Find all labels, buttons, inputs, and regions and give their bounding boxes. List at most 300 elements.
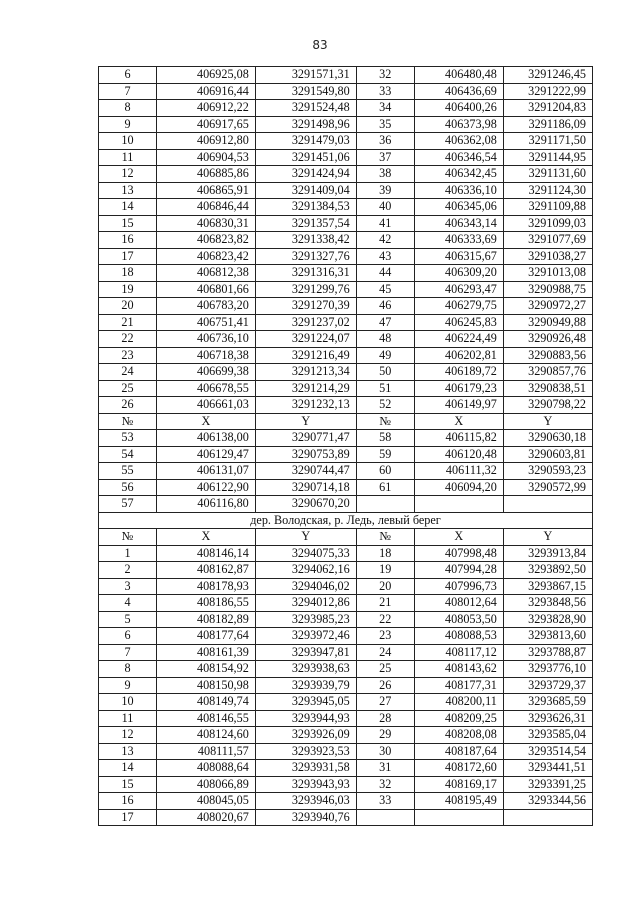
table-cell: 406315,67 — [414, 248, 503, 265]
table-cell: 3294062,16 — [255, 562, 356, 579]
table-cell: 39 — [356, 182, 414, 199]
table-cell: 32 — [356, 67, 414, 84]
table-cell: 406904,53 — [156, 149, 255, 166]
table-cell: 3291131,60 — [503, 166, 592, 183]
table-cell: 3293972,46 — [255, 628, 356, 645]
table-cell: 40 — [356, 199, 414, 216]
table-row — [99, 331, 593, 348]
table-cell: 24 — [99, 364, 157, 381]
table-cell: 3293848,56 — [503, 595, 592, 612]
table-cell: 407994,28 — [414, 562, 503, 579]
table-cell: 406149,97 — [414, 397, 503, 414]
table-row — [99, 496, 593, 513]
table-cell: 16 — [99, 232, 157, 249]
table-cell: 3290630,18 — [503, 430, 592, 447]
table-cell: 8 — [99, 661, 157, 678]
table-cell: 406202,81 — [414, 347, 503, 364]
table-cell: 12 — [99, 727, 157, 744]
table-row — [99, 578, 593, 595]
table-cell: 3290771,47 — [255, 430, 356, 447]
table-row — [99, 694, 593, 711]
table-cell: 3293938,63 — [255, 661, 356, 678]
table-cell: 406400,26 — [414, 100, 503, 117]
table-row — [99, 760, 593, 777]
table-row — [99, 298, 593, 315]
table-cell: 406116,80 — [156, 496, 255, 513]
table-cell: 406661,03 — [156, 397, 255, 414]
table-cell: 406801,66 — [156, 281, 255, 298]
table-cell: 3291384,53 — [255, 199, 356, 216]
table-cell: 41 — [356, 215, 414, 232]
table-cell: 406120,48 — [414, 446, 503, 463]
table-cell: 3294075,33 — [255, 545, 356, 562]
table-cell: 36 — [356, 133, 414, 150]
table-cell: 408195,49 — [414, 793, 503, 810]
table-cell: 408154,92 — [156, 661, 255, 678]
table-cell: 408186,55 — [156, 595, 255, 612]
table-cell: 7 — [99, 644, 157, 661]
table-cell: 406346,54 — [414, 149, 503, 166]
table-cell: 3291409,04 — [255, 182, 356, 199]
table-cell: 406925,08 — [156, 67, 255, 84]
table-row — [99, 314, 593, 331]
table-header-cell: X — [156, 529, 255, 546]
table-cell: 3291316,31 — [255, 265, 356, 282]
table-cell: 20 — [99, 298, 157, 315]
table-cell: 3291216,49 — [255, 347, 356, 364]
table-cell: 408200,11 — [414, 694, 503, 711]
page-number: 83 — [312, 38, 328, 52]
table-cell: 3291232,13 — [255, 397, 356, 414]
table-row — [99, 149, 593, 166]
table-row — [99, 446, 593, 463]
table-cell: 3290926,48 — [503, 331, 592, 348]
table-row — [99, 430, 593, 447]
table-cell: 3290603,81 — [503, 446, 592, 463]
table-cell: 30 — [356, 743, 414, 760]
table-cell: 406823,42 — [156, 248, 255, 265]
table-cell: 3291549,80 — [255, 83, 356, 100]
table-cell: 37 — [356, 149, 414, 166]
table-cell: 60 — [356, 463, 414, 480]
table-cell: 406129,47 — [156, 446, 255, 463]
table-cell: 11 — [99, 149, 157, 166]
table-cell: 3291498,96 — [255, 116, 356, 133]
table-cell: 406279,75 — [414, 298, 503, 315]
table-cell: 408088,64 — [156, 760, 255, 777]
table-cell: 3290988,75 — [503, 281, 592, 298]
table-row — [99, 611, 593, 628]
table-cell: 34 — [356, 100, 414, 117]
table-row — [99, 628, 593, 645]
table-cell: 3291213,34 — [255, 364, 356, 381]
table-cell: 11 — [99, 710, 157, 727]
table-row — [99, 809, 593, 826]
table-cell: 61 — [356, 479, 414, 496]
table-header-cell: № — [356, 413, 414, 430]
table-row — [99, 281, 593, 298]
table-cell: 17 — [99, 248, 157, 265]
table-row — [99, 710, 593, 727]
table-cell: 21 — [99, 314, 157, 331]
table-cell: 22 — [356, 611, 414, 628]
table-cell: 3291214,29 — [255, 380, 356, 397]
table-cell: 408208,08 — [414, 727, 503, 744]
table-row — [99, 661, 593, 678]
table-cell: 13 — [99, 182, 157, 199]
table-cell: 16 — [99, 793, 157, 810]
table-row — [99, 199, 593, 216]
table-cell: 59 — [356, 446, 414, 463]
table-cell: 408172,60 — [414, 760, 503, 777]
table-cell — [503, 809, 592, 826]
table-cell: 406094,20 — [414, 479, 503, 496]
table-cell: 3290857,76 — [503, 364, 592, 381]
table-cell: 408177,64 — [156, 628, 255, 645]
table-row — [99, 644, 593, 661]
table-cell: 51 — [356, 380, 414, 397]
table-cell: 408162,87 — [156, 562, 255, 579]
table-row — [99, 397, 593, 414]
table-cell: 406293,47 — [414, 281, 503, 298]
table-cell: 3293514,54 — [503, 743, 592, 760]
table-cell: 406865,91 — [156, 182, 255, 199]
table-cell: 3293585,04 — [503, 727, 592, 744]
table-cell: 18 — [356, 545, 414, 562]
table-cell: 10 — [99, 694, 157, 711]
table-cell: 31 — [356, 760, 414, 777]
table-cell: 3290949,88 — [503, 314, 592, 331]
table-cell: 46 — [356, 298, 414, 315]
table-cell: 23 — [356, 628, 414, 645]
table-cell: 3293940,76 — [255, 809, 356, 826]
table-cell: 406224,49 — [414, 331, 503, 348]
table-cell: 408066,89 — [156, 776, 255, 793]
table-cell: 406699,38 — [156, 364, 255, 381]
table-cell: 47 — [356, 314, 414, 331]
table-cell: 3294012,86 — [255, 595, 356, 612]
table-cell: 406189,72 — [414, 364, 503, 381]
table-cell: 14 — [99, 760, 157, 777]
table-cell: 3291451,06 — [255, 149, 356, 166]
table-cell: 21 — [356, 595, 414, 612]
table-cell: 8 — [99, 100, 157, 117]
table-cell: 408178,93 — [156, 578, 255, 595]
table-cell: 407996,73 — [414, 578, 503, 595]
table-cell: 406111,32 — [414, 463, 503, 480]
table-cell: 3293344,56 — [503, 793, 592, 810]
table-cell: 3293946,03 — [255, 793, 356, 810]
table-cell: 25 — [99, 380, 157, 397]
table-cell: 15 — [99, 215, 157, 232]
table-cell: 408169,17 — [414, 776, 503, 793]
table-cell: 3293913,84 — [503, 545, 592, 562]
table-cell: 408146,55 — [156, 710, 255, 727]
table-cell: 408088,53 — [414, 628, 503, 645]
table-cell: 9 — [99, 677, 157, 694]
table-cell: 406179,23 — [414, 380, 503, 397]
coordinates-table — [98, 66, 593, 826]
table-cell: 3293391,25 — [503, 776, 592, 793]
table-cell: 3293944,93 — [255, 710, 356, 727]
table-cell: 406336,10 — [414, 182, 503, 199]
table-cell: 406115,82 — [414, 430, 503, 447]
table-cell: 406885,86 — [156, 166, 255, 183]
table-cell: 3291237,02 — [255, 314, 356, 331]
table-cell: 3293947,81 — [255, 644, 356, 661]
table-header-cell: Y — [255, 413, 356, 430]
table-cell: 12 — [99, 166, 157, 183]
table-cell: 408209,25 — [414, 710, 503, 727]
table-cell: 17 — [99, 809, 157, 826]
table-row — [99, 463, 593, 480]
table-cell: 29 — [356, 727, 414, 744]
table-cell: 3293776,10 — [503, 661, 592, 678]
table-cell: 4 — [99, 595, 157, 612]
table-cell: 406138,00 — [156, 430, 255, 447]
table-header-cell: № — [356, 529, 414, 546]
table-cell: 3293945,05 — [255, 694, 356, 711]
table-cell: 3290838,51 — [503, 380, 592, 397]
table-cell: 3291077,69 — [503, 232, 592, 249]
table-cell: 24 — [356, 644, 414, 661]
table-cell: 53 — [99, 430, 157, 447]
table-header-row — [99, 529, 593, 546]
table-cell: 19 — [99, 281, 157, 298]
table-cell: 3290714,18 — [255, 479, 356, 496]
table-cell: 3291224,07 — [255, 331, 356, 348]
table-cell: 406343,14 — [414, 215, 503, 232]
table-cell: 3290883,56 — [503, 347, 592, 364]
table-cell: 20 — [356, 578, 414, 595]
table-cell: 54 — [99, 446, 157, 463]
table-cell: 3291186,09 — [503, 116, 592, 133]
table-cell: 19 — [356, 562, 414, 579]
table-cell: 408150,98 — [156, 677, 255, 694]
table-cell: 3290572,99 — [503, 479, 592, 496]
table-cell: 407998,48 — [414, 545, 503, 562]
table-cell: 408124,60 — [156, 727, 255, 744]
table-cell: 3293923,53 — [255, 743, 356, 760]
table-header-cell: X — [156, 413, 255, 430]
table-cell: 3291222,99 — [503, 83, 592, 100]
table-cell: 3290798,22 — [503, 397, 592, 414]
table-row — [99, 166, 593, 183]
table-cell: 3291327,76 — [255, 248, 356, 265]
table-cell: 10 — [99, 133, 157, 150]
table-cell: 408117,12 — [414, 644, 503, 661]
table-cell: 57 — [99, 496, 157, 513]
table-row — [99, 133, 593, 150]
table-cell: 406718,38 — [156, 347, 255, 364]
table-cell: 18 — [99, 265, 157, 282]
table-cell: 3293788,87 — [503, 644, 592, 661]
table-cell: 3293943,93 — [255, 776, 356, 793]
table-cell: 406309,20 — [414, 265, 503, 282]
table-cell: 3293813,60 — [503, 628, 592, 645]
table-cell: 408146,14 — [156, 545, 255, 562]
table-cell: 50 — [356, 364, 414, 381]
table-cell: 52 — [356, 397, 414, 414]
table-cell: 3291099,03 — [503, 215, 592, 232]
table-cell: 406345,06 — [414, 199, 503, 216]
table-cell: 406342,45 — [414, 166, 503, 183]
table-cell: 408012,64 — [414, 595, 503, 612]
table-cell: 408020,67 — [156, 809, 255, 826]
table-cell — [356, 496, 414, 513]
table-cell: 3291424,94 — [255, 166, 356, 183]
table-row — [99, 727, 593, 744]
table-cell: 3293931,58 — [255, 760, 356, 777]
table-cell: 3293926,09 — [255, 727, 356, 744]
table-cell: 26 — [356, 677, 414, 694]
table-header-cell: X — [414, 529, 503, 546]
table-row — [99, 677, 593, 694]
table-cell: 406912,80 — [156, 133, 255, 150]
table-cell: 49 — [356, 347, 414, 364]
table-cell: 35 — [356, 116, 414, 133]
table-row — [99, 364, 593, 381]
table-row — [99, 595, 593, 612]
table-cell: 406678,55 — [156, 380, 255, 397]
table-row — [99, 182, 593, 199]
table-cell: 9 — [99, 116, 157, 133]
table-cell: 3293685,59 — [503, 694, 592, 711]
table-cell: 6 — [99, 628, 157, 645]
table-header-cell: Y — [503, 529, 592, 546]
table-cell: 406912,22 — [156, 100, 255, 117]
table-cell: 48 — [356, 331, 414, 348]
table-cell: 3291479,03 — [255, 133, 356, 150]
table-cell: 408149,74 — [156, 694, 255, 711]
table-cell: 3 — [99, 578, 157, 595]
table-cell: 3291171,50 — [503, 133, 592, 150]
table-cell: 3293939,79 — [255, 677, 356, 694]
table-cell: 58 — [356, 430, 414, 447]
table-cell: 32 — [356, 776, 414, 793]
table-row — [99, 545, 593, 562]
table-row — [99, 116, 593, 133]
table-cell: 3294046,02 — [255, 578, 356, 595]
table-cell: 33 — [356, 83, 414, 100]
table-cell: 406846,44 — [156, 199, 255, 216]
table-cell — [414, 496, 503, 513]
table-cell: 3291204,83 — [503, 100, 592, 117]
table-cell: 5 — [99, 611, 157, 628]
table-row — [99, 265, 593, 282]
table-cell: 3293985,23 — [255, 611, 356, 628]
table-cell: 3291270,39 — [255, 298, 356, 315]
table-cell: 3291124,30 — [503, 182, 592, 199]
table-cell: 3291038,27 — [503, 248, 592, 265]
table-cell — [503, 496, 592, 513]
table-cell: 3291357,54 — [255, 215, 356, 232]
table-cell: 3293828,90 — [503, 611, 592, 628]
table-cell: 45 — [356, 281, 414, 298]
table-row — [99, 100, 593, 117]
table-cell: 3293441,51 — [503, 760, 592, 777]
table-cell: 3290593,23 — [503, 463, 592, 480]
table-cell: 3291109,88 — [503, 199, 592, 216]
table-row — [99, 743, 593, 760]
section-title: дер. Володская, р. Ледь, левый берег — [99, 512, 593, 529]
table-cell: 406916,44 — [156, 83, 255, 100]
table-cell: 28 — [356, 710, 414, 727]
table-cell: 408161,39 — [156, 644, 255, 661]
table-cell: 406436,69 — [414, 83, 503, 100]
table-cell: 406830,31 — [156, 215, 255, 232]
table-row — [99, 380, 593, 397]
table-cell: 3290972,27 — [503, 298, 592, 315]
table-cell: 406917,65 — [156, 116, 255, 133]
table-row — [99, 793, 593, 810]
table-cell: 406736,10 — [156, 331, 255, 348]
table-cell: 15 — [99, 776, 157, 793]
table-header-cell: № — [99, 529, 157, 546]
table-cell: 406131,07 — [156, 463, 255, 480]
table-cell: 406480,48 — [414, 67, 503, 84]
table-cell: 3291144,95 — [503, 149, 592, 166]
table-header-cell: Y — [255, 529, 356, 546]
table-cell: 44 — [356, 265, 414, 282]
table-cell: 3293892,50 — [503, 562, 592, 579]
table-cell: 406373,98 — [414, 116, 503, 133]
table-cell: 3290670,20 — [255, 496, 356, 513]
table-cell: 3291338,42 — [255, 232, 356, 249]
table-cell: 3291013,08 — [503, 265, 592, 282]
table-cell: 7 — [99, 83, 157, 100]
table-cell: 22 — [99, 331, 157, 348]
table-header-cell: Y — [503, 413, 592, 430]
table-cell: 1 — [99, 545, 157, 562]
table-cell: 38 — [356, 166, 414, 183]
table-cell: 26 — [99, 397, 157, 414]
table-cell — [414, 809, 503, 826]
table-cell: 3293867,15 — [503, 578, 592, 595]
table-cell: 6 — [99, 67, 157, 84]
table-cell: 408187,64 — [414, 743, 503, 760]
table-row — [99, 248, 593, 265]
table-cell: 406245,83 — [414, 314, 503, 331]
table-cell: 408177,31 — [414, 677, 503, 694]
table-cell: 406783,20 — [156, 298, 255, 315]
table-cell: 3291246,45 — [503, 67, 592, 84]
table-cell: 3293626,31 — [503, 710, 592, 727]
table-cell: 406122,90 — [156, 479, 255, 496]
table-cell: 406823,82 — [156, 232, 255, 249]
table-row — [99, 479, 593, 496]
table-row — [99, 347, 593, 364]
table-cell: 43 — [356, 248, 414, 265]
table-cell: 2 — [99, 562, 157, 579]
table-row — [99, 83, 593, 100]
table-cell: 408053,50 — [414, 611, 503, 628]
table-cell: 23 — [99, 347, 157, 364]
table-cell: 3291571,31 — [255, 67, 356, 84]
table-cell: 42 — [356, 232, 414, 249]
table-cell: 33 — [356, 793, 414, 810]
table-row — [99, 232, 593, 249]
table-row — [99, 67, 593, 84]
table-row — [99, 776, 593, 793]
table-cell: 408111,57 — [156, 743, 255, 760]
table-cell: 3290753,89 — [255, 446, 356, 463]
table-cell: 406362,08 — [414, 133, 503, 150]
table-cell: 13 — [99, 743, 157, 760]
table-cell: 27 — [356, 694, 414, 711]
table-header-cell: X — [414, 413, 503, 430]
table-cell — [356, 809, 414, 826]
